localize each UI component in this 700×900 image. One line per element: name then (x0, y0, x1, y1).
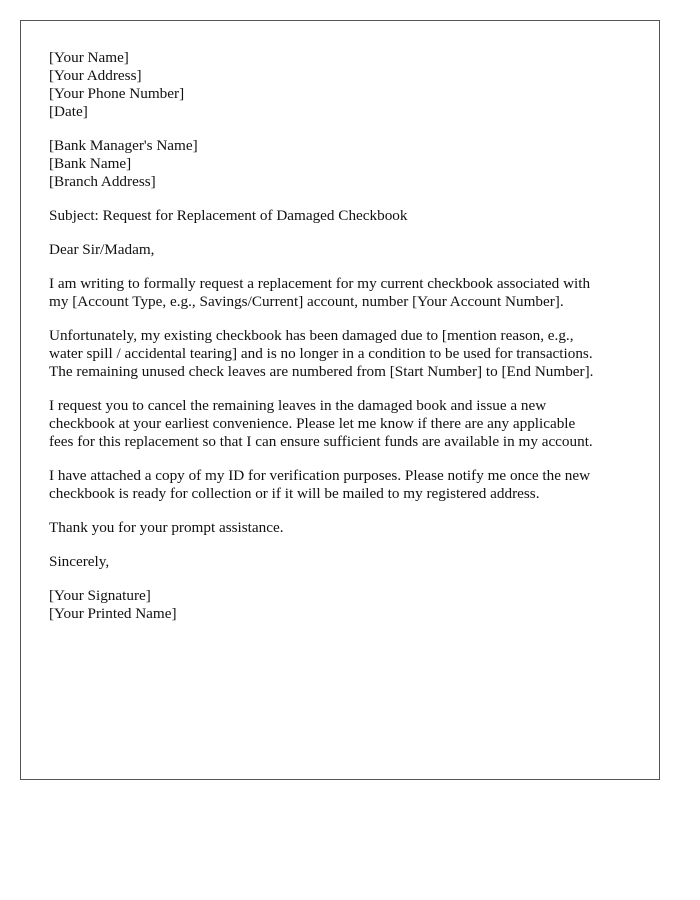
letter-page (20, 20, 660, 780)
recipient-block (49, 137, 639, 191)
body-paragraph-5 (49, 519, 639, 537)
letter-content (49, 49, 639, 639)
body-line: checkbook at your earliest convenience. Please let me know if there are any applicable (49, 415, 576, 432)
body-line: Thank you for your prompt assistance. (49, 519, 284, 536)
sender-name: [Your Name] (49, 49, 129, 66)
body-line: water spill / accidental tearing] and is no longer in a condition to be used for transactions. (49, 345, 593, 362)
body-line: I request you to cancel the remaining leaves in the damaged book and issue a new (49, 397, 547, 414)
body-line: my [Account Type, e.g., Savings/Current] account, number [Your Account Number]. (49, 293, 564, 310)
body-line: I have attached a copy of my ID for verification purposes. Please notify me once the new (49, 467, 591, 484)
letter-date: [Date] (49, 103, 88, 120)
sender-block (49, 49, 639, 121)
recipient-bank-name: [Bank Name] (49, 155, 132, 172)
body-line: I am writing to formally request a replacement for my current checkbook associated with (49, 275, 591, 292)
subject-line (49, 207, 639, 225)
body-paragraph-2 (49, 327, 639, 381)
closing (49, 553, 639, 571)
signature-placeholder: [Your Signature] (49, 587, 151, 604)
body-paragraph-3 (49, 397, 639, 451)
body-line: Unfortunately, my existing checkbook has been damaged due to [mention reason, e.g., (49, 327, 574, 344)
closing-text: Sincerely, (49, 553, 110, 570)
body-line: The remaining unused check leaves are numbered from [Start Number] to [End Number]. (49, 363, 594, 380)
recipient-manager-name: [Bank Manager's Name] (49, 137, 198, 154)
signature-block (49, 587, 639, 623)
printed-name-placeholder: [Your Printed Name] (49, 605, 177, 622)
body-line: fees for this replacement so that I can ensure sufficient funds are available in my account. (49, 433, 593, 450)
body-line: checkbook is ready for collection or if it will be mailed to my registered address. (49, 485, 540, 502)
recipient-branch-address: [Branch Address] (49, 173, 156, 190)
salutation (49, 241, 639, 259)
sender-phone: [Your Phone Number] (49, 85, 185, 102)
body-paragraph-4 (49, 467, 639, 503)
salutation-text: Dear Sir/Madam, (49, 241, 155, 258)
subject-text: Subject: Request for Replacement of Damaged Checkbook (49, 207, 408, 224)
body-paragraph-1 (49, 275, 639, 311)
sender-address: [Your Address] (49, 67, 142, 84)
